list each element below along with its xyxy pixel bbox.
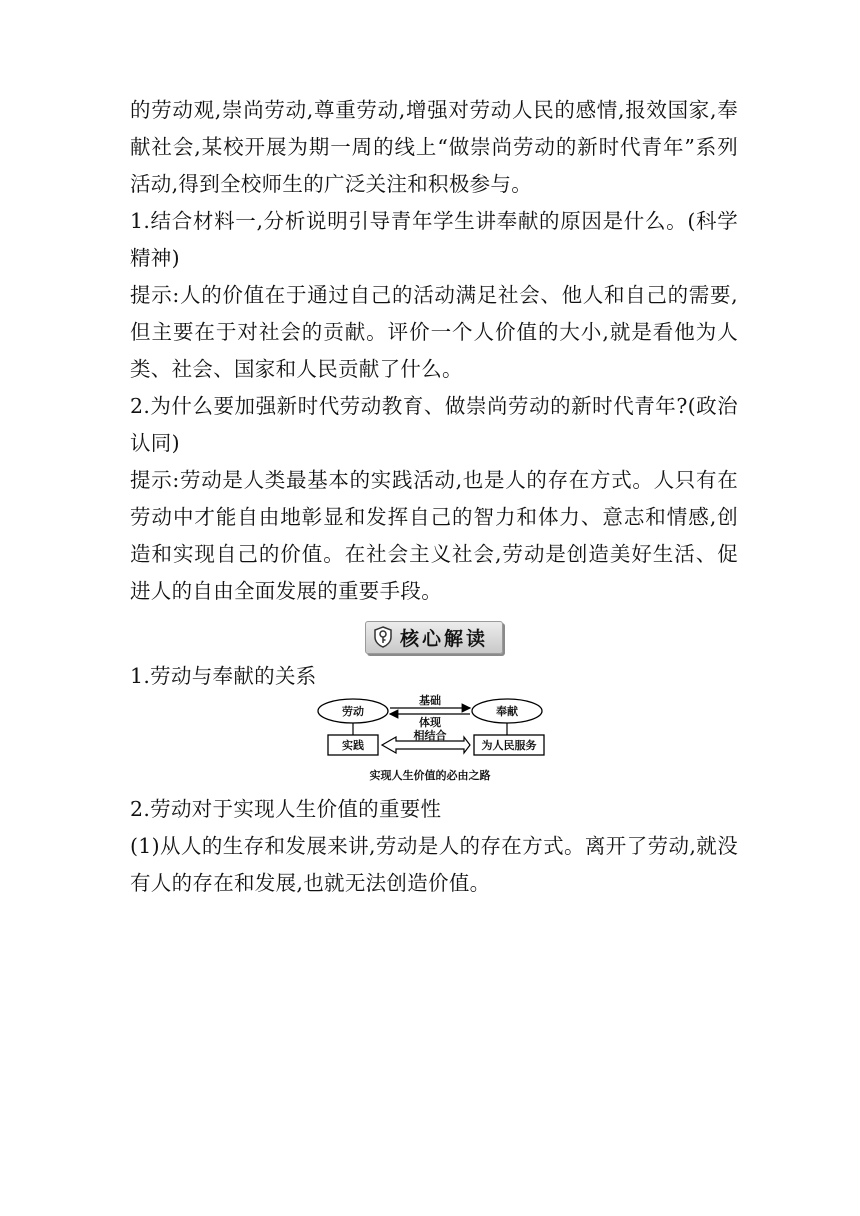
item-2-paragraph-1: (1)从人的生存和发展来讲,劳动是人的存在方式。离开了劳动,就没有人的存在和发展,也就无法创造价值。 — [130, 834, 738, 895]
answer-hint-1: 提示:人的价值在于通过自己的活动满足社会、他人和自己的需要,但主要在于对社会的贡献。评价一个人价值的大小,就是看他为人类、社会、国家和人民贡献了什么。 — [130, 283, 738, 381]
combine-label: 相结合 — [413, 729, 447, 742]
diagram-caption: 实现人生价值的必由之路 — [369, 769, 491, 782]
right-box-label: 为人民服务 — [481, 739, 537, 752]
section-heading-label: 核心解读 — [399, 627, 488, 650]
question-2: 2.为什么要加强新时代劳动教育、做崇尚劳动的新时代青年?(政治认同) — [130, 394, 738, 455]
right-oval-label: 奉献 — [496, 705, 518, 718]
item-1-title: 1.劳动与奉献的关系 — [130, 664, 317, 688]
key-shield-icon — [372, 626, 394, 648]
labor-dedication-diagram — [130, 694, 738, 789]
left-box-label: 实践 — [342, 739, 364, 752]
section-heading — [365, 621, 503, 654]
answer-hint-2: 提示:劳动是人类最基本的实践活动,也是人的存在方式。人只有在劳动中才能自由地彰显和发挥自己的智力和体力、意志和情感,创造和实现自己的价值。在社会主义社会,劳动是创造美好生活、促进人的自由全面发展的重要手段。 — [130, 468, 738, 603]
question-1: 1.结合材料一,分析说明引导青年学生讲奉献的原因是什么。(科学精神) — [130, 209, 738, 270]
left-oval-label: 劳动 — [342, 705, 364, 718]
top-arrow-label: 基础 — [419, 694, 441, 707]
document-page — [130, 92, 738, 902]
section-heading-wrap — [130, 620, 738, 654]
item-2-title: 2.劳动对于实现人生价值的重要性 — [130, 797, 442, 821]
paragraph-intro: 的劳动观,崇尚劳动,尊重劳动,增强对劳动人民的感情,报效国家,奉献社会,某校开展为期一周的线上“做崇尚劳动的新时代青年”系列活动,得到全校师生的广泛关注和积极参与。 — [130, 98, 738, 196]
middle-label: 体现 — [419, 716, 441, 729]
